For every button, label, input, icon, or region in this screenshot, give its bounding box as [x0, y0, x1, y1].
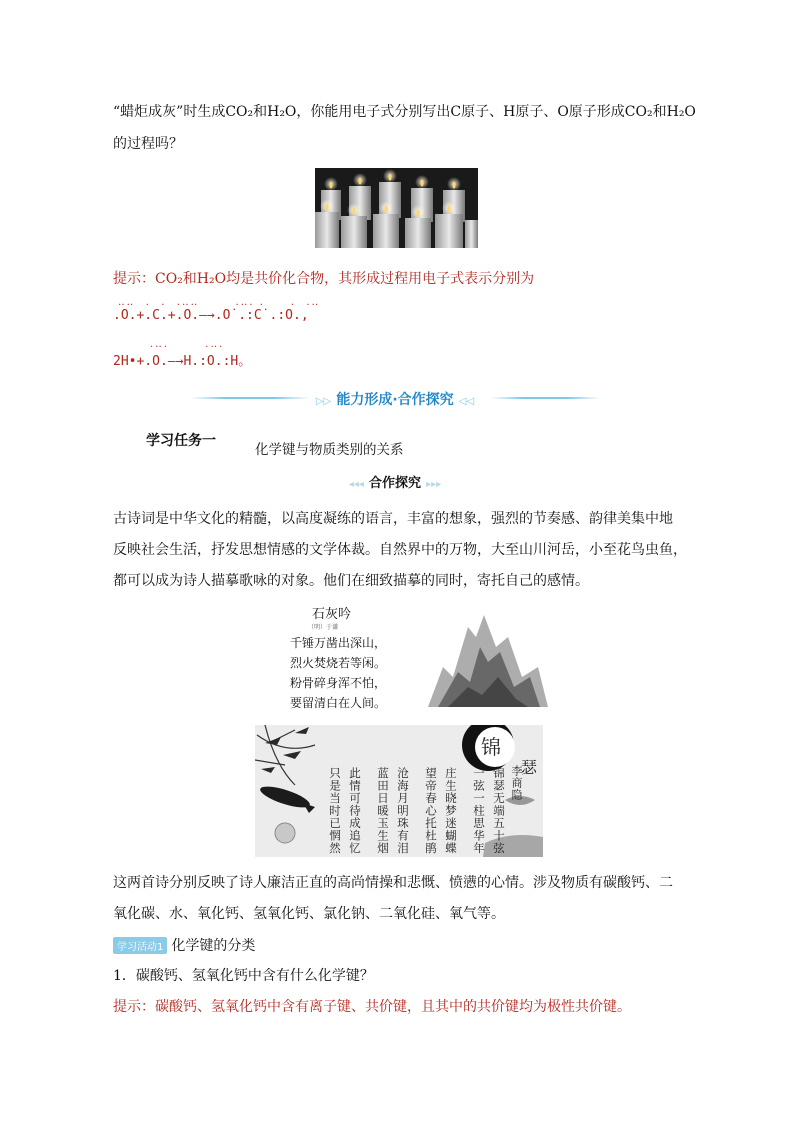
- dots-right-icon: ▸▸▸: [426, 479, 442, 490]
- poem-2-title-a: 锦: [481, 735, 501, 759]
- para-1-line-1: 古诗词是中华文化的精髓，以高度凝练的语言，丰富的想象，强烈的节奏感、韵律美集中地: [113, 511, 673, 527]
- poem-1-card: [280, 603, 550, 713]
- para-1-line-2: 反映社会生活，抒发思想情感的文学体裁。自然界中的万物，大至山川河岳，小至花鸟虫鱼，: [113, 542, 687, 558]
- electron-dots-top-2: .‥. .‥.: [150, 339, 225, 350]
- banner-line-left: [190, 397, 310, 399]
- sub-banner-title: 合作探究: [368, 476, 421, 491]
- intro-line-2: 的过程吗？: [113, 136, 183, 152]
- poem-2-column: 蓝田日暖玉生烟: [376, 767, 390, 855]
- poem-1-lines: [290, 633, 386, 713]
- poem-1-title: 石灰吟: [312, 607, 352, 622]
- task-title: 化学键与物质类别的关系: [255, 442, 404, 458]
- poem-2-column: 锦瑟无端五十弦: [492, 767, 506, 855]
- poem-1-line: 要留清白在人间。: [290, 696, 387, 710]
- hint-2-text: 提示：碳酸钙、氢氧化钙中含有离子键、共价键，且其中的共价键均为极性共价键。: [113, 999, 631, 1015]
- task-label: 学习任务一: [146, 433, 216, 449]
- banner-title: 能力形成·合作探究: [336, 392, 454, 408]
- poem-2-column: 庄生晓梦迷蝴蝶: [444, 767, 458, 855]
- para-2-line-2: 氧化碳、水、氧化钙、氢氧化钙、氯化钠、二氧化硅、氧气等。: [113, 906, 505, 922]
- poem-2-column: 此情可待成追忆: [348, 767, 362, 855]
- dots-left-icon: ◂◂◂: [348, 479, 364, 490]
- poem-1-author: （明）于谦: [308, 624, 339, 631]
- poem-2-column: 只是当时已惘然: [328, 767, 342, 855]
- triangle-right-icon: ▷▷: [315, 396, 332, 407]
- question-1: 1．碳酸钙、氢氧化钙中含有什么化学键？: [113, 968, 374, 984]
- intro-line-1: “蜡炬成灰”时生成CO₂和H₂O，你能用电子式分别写出C原子、H原子、O原子形成CO₂和H₂O: [113, 104, 696, 120]
- activity-heading: [113, 935, 255, 955]
- poem-2-column: 沧海月明珠有泪: [396, 767, 410, 855]
- candles-photo: [315, 168, 478, 248]
- electron-formula-co2: .O.+.C.+.O.—→.O˙.:C˙.:O.,: [113, 308, 309, 323]
- section-banner: [300, 389, 490, 409]
- activity-tag: 学习活动1: [113, 937, 167, 954]
- poem-2-card: [255, 725, 543, 857]
- poem-1-line: 千锤万凿出深山，: [290, 636, 387, 650]
- electron-formula-h2o: 2H•+.O.—→H.:O.:H。: [113, 354, 252, 369]
- poem-2-column: 一弦一柱思华年: [472, 767, 486, 855]
- poem-2-title-b: 瑟: [521, 758, 538, 777]
- poem-2-column: 望帝春心托杜鹃: [424, 767, 438, 855]
- poem-1-line: 烈火焚烧若等闲。: [290, 656, 387, 670]
- poem-2-author: 李商隐: [510, 765, 523, 801]
- activity-title: 化学键的分类: [171, 938, 256, 954]
- electron-dots-top-1: ‥‥ . . .‥‥ .‥. . . .‥: [118, 297, 321, 308]
- para-1-line-3: 都可以成为诗人描摹歌咏的对象。他们在细致描摹的同时，寄托自己的感情。: [113, 573, 589, 589]
- triangle-left-icon: ◁◁: [458, 396, 475, 407]
- ink-mountain-painting: [418, 607, 550, 713]
- sub-banner: [330, 472, 460, 491]
- poem-1-line: 粉骨碎身浑不怕，: [290, 676, 387, 690]
- hint-1-text: 提示：CO₂和H₂O均是共价化合物，其形成过程用电子式表示分别为: [113, 271, 535, 287]
- banner-line-right: [490, 397, 600, 399]
- para-2-line-1: 这两首诗分别反映了诗人廉洁正直的高尚情操和悲慨、愤懑的心情。涉及物质有碳酸钙、二: [113, 875, 673, 891]
